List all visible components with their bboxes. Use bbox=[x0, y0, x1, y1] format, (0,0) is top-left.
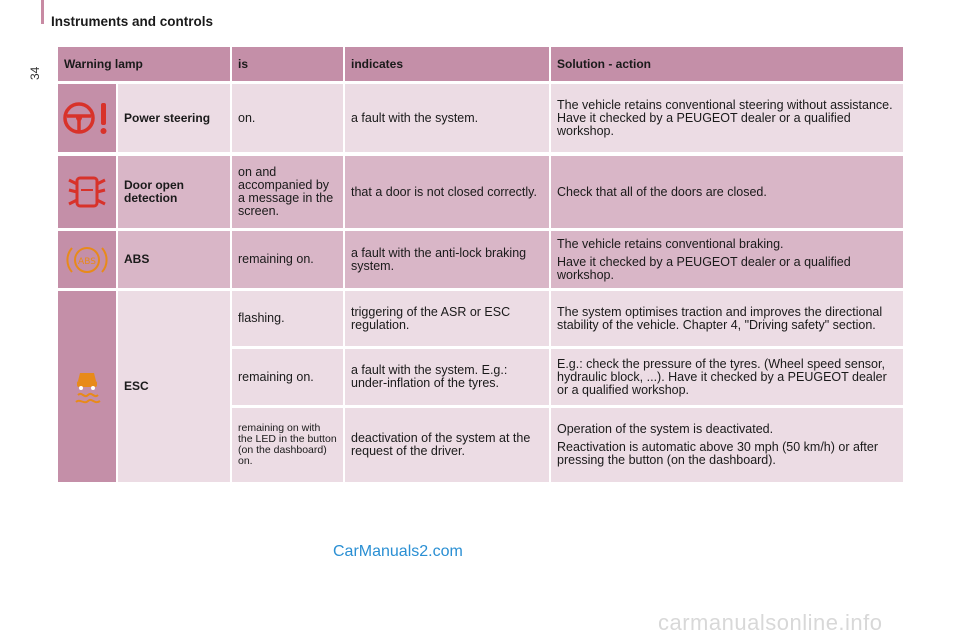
indicates-esc-deactivated: deactivation of the system at the request of the driver. bbox=[345, 408, 549, 482]
is-abs: remaining on. bbox=[232, 231, 343, 288]
column-header-is: is bbox=[232, 47, 343, 81]
door-open-lamp-cell bbox=[58, 156, 116, 228]
is-esc-on: remaining on. bbox=[232, 349, 343, 405]
lamp-name-door-open: Door open detection bbox=[118, 156, 230, 228]
is-esc-deactivated: remaining on with the LED in the button (on the dashboard) on. bbox=[232, 408, 343, 482]
solution-text: E.g.: check the pressure of the tyres. (Wheel speed sensor, hydraulic block, ...). Have it checked by a PEUGEOT dealer or a qualified workshop. bbox=[557, 356, 887, 397]
solution-esc-on bbox=[551, 349, 903, 405]
lamp-name-abs: ABS bbox=[118, 231, 230, 288]
is-esc-flashing: flashing. bbox=[232, 291, 343, 346]
section-marker-bar bbox=[41, 0, 44, 24]
indicates-esc-flashing: triggering of the ASR or ESC regulation. bbox=[345, 291, 549, 346]
solution-text: The system optimises traction and improves the directional stability of the vehicle. Chapter 4, "Driving safety" section. bbox=[557, 304, 883, 332]
column-header-indicates: indicates bbox=[345, 47, 549, 81]
power-steering-icon bbox=[61, 98, 113, 138]
carmanuals-watermark-link[interactable]: CarManuals2.com bbox=[333, 543, 463, 560]
solution-esc-flashing bbox=[551, 291, 903, 346]
indicates-door-open: that a door is not closed correctly. bbox=[345, 156, 549, 228]
abs-icon bbox=[65, 242, 109, 278]
indicates-esc-on: a fault with the system. E.g.: under-inflation of the tyres. bbox=[345, 349, 549, 405]
solution-esc-deactivated bbox=[551, 408, 903, 482]
solution-power-steering bbox=[551, 84, 903, 152]
solution-abs bbox=[551, 231, 903, 288]
solution-text: Reactivation is automatic above 30 mph (50 km/h) or after pressing the button (on the dashboard). bbox=[557, 440, 878, 467]
solution-text: Operation of the system is deactivated. bbox=[557, 422, 774, 436]
is-door-open: on and accompanied by a message in the screen. bbox=[232, 156, 343, 228]
door-open-icon bbox=[65, 174, 109, 210]
abs-lamp-cell bbox=[58, 231, 116, 288]
carmanualsonline-watermark: carmanualsonline.info bbox=[658, 610, 883, 635]
lamp-name-esc: ESC bbox=[118, 291, 230, 482]
esc-icon bbox=[72, 369, 102, 405]
column-header-warning-lamp: Warning lamp bbox=[58, 47, 230, 81]
solution-text: The vehicle retains conventional braking. bbox=[557, 236, 784, 251]
abs-icon-label: ABS bbox=[78, 256, 96, 267]
lamp-name-power-steering: Power steering bbox=[118, 84, 230, 152]
indicates-abs: a fault with the anti-lock braking system. bbox=[345, 231, 549, 288]
section-title: Instruments and controls bbox=[51, 14, 214, 29]
solution-door-open bbox=[551, 156, 903, 228]
power-steering-lamp-cell bbox=[58, 84, 116, 152]
solution-text: The vehicle retains conventional steering without assistance. Have it checked by a PEUGEOT dealer or a qualified workshop. bbox=[557, 97, 893, 138]
warning-lamp-table bbox=[58, 47, 903, 482]
solution-text: Check that all of the doors are closed. bbox=[557, 184, 767, 199]
page-number: 34 bbox=[28, 66, 42, 80]
column-header-solution: Solution - action bbox=[551, 47, 903, 81]
esc-lamp-cell bbox=[58, 291, 116, 482]
is-power-steering: on. bbox=[232, 84, 343, 152]
solution-text: Have it checked by a PEUGEOT dealer or a qualified workshop. bbox=[557, 254, 851, 282]
indicates-power-steering: a fault with the system. bbox=[345, 84, 549, 152]
